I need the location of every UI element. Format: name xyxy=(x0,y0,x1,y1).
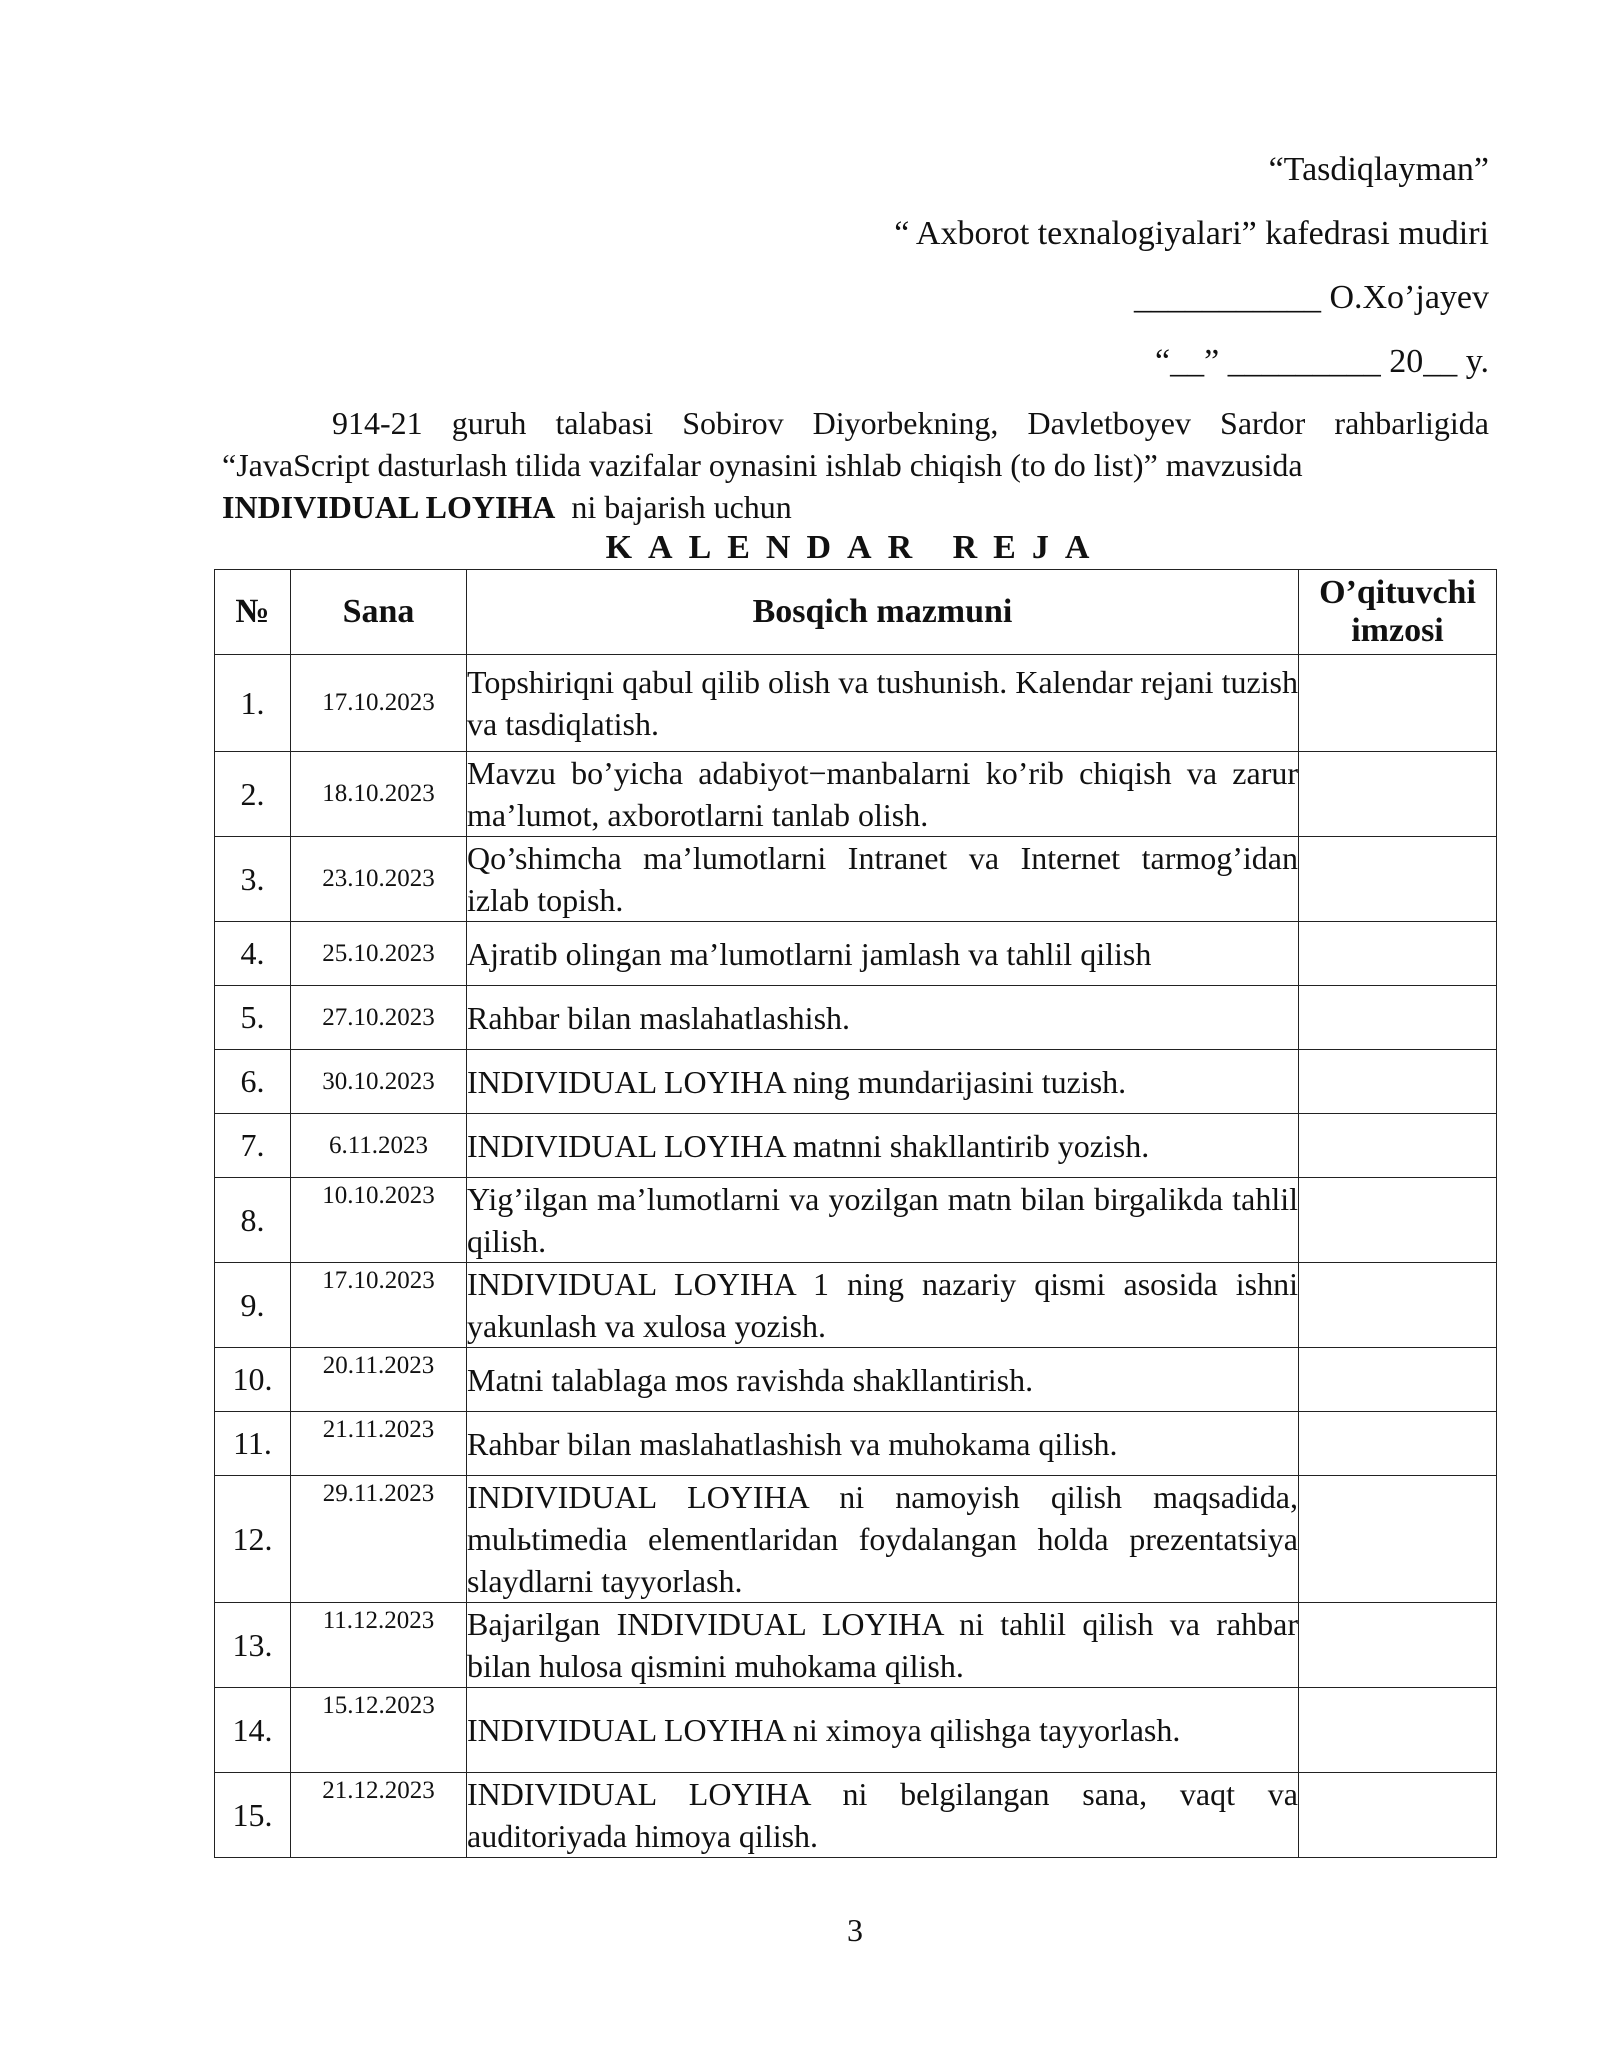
table-row xyxy=(215,986,1497,1050)
row-task: INDIVIDUAL LOYIHA ni ximoya qilishga tayyorlash. xyxy=(467,1688,1299,1773)
table-row xyxy=(215,655,1497,752)
row-task: Ajratib olingan ma’lumotlarni jamlash va tahlil qilish xyxy=(467,922,1299,986)
row-num: 9. xyxy=(215,1263,291,1348)
row-sign xyxy=(1299,986,1497,1050)
row-date: 23.10.2023 xyxy=(291,837,467,922)
row-task: INDIVIDUAL LOYIHA ning mundarijasini tuzish. xyxy=(467,1050,1299,1114)
row-date: 18.10.2023 xyxy=(291,752,467,837)
document-title: KALENDAR REJA xyxy=(605,529,1106,566)
row-num: 3. xyxy=(215,837,291,922)
row-task: Mavzu bo’yicha adabiyot−manbalarni ko’rib chiqish va zarur ma’lumot, axborotlarni tanlab olish. xyxy=(467,752,1299,837)
table-row xyxy=(215,1114,1497,1178)
intro-text: 914-21 guruh talabasi Sobirov Diyorbekning, Davletboyev Sardor rahbarligida “JavaScript dasturlash tilida vazifalar oynasini ishlab chiqish (to do list)” mavzusida xyxy=(222,405,1489,483)
row-task: Yig’ilgan ma’lumotlarni va yozilgan matn bilan birgalikda tahlil qilish. xyxy=(467,1178,1299,1263)
row-date: 29.11.2023 xyxy=(291,1476,467,1603)
row-task: INDIVIDUAL LOYIHA ni namoyish qilish maqsadida, mulьtimedia elementlaridan foydalangan holda prezentatsiya slaydlarni tayyorlash. xyxy=(467,1476,1299,1603)
row-task: Matni talablaga mos ravishda shakllantirish. xyxy=(467,1348,1299,1412)
row-num: 10. xyxy=(215,1348,291,1412)
intro-line-last xyxy=(222,486,1489,528)
row-task: INDIVIDUAL LOYIHA 1 ning nazariy qismi asosida ishni yakunlash va xulosa yozish. xyxy=(467,1263,1299,1348)
row-sign xyxy=(1299,1688,1497,1773)
row-num: 5. xyxy=(215,986,291,1050)
approval-title: “Tasdiqlayman” xyxy=(1268,151,1489,188)
row-task: Bajarilgan INDIVIDUAL LOYIHA ni tahlil qilish va rahbar bilan hulosa qismini muhokama qilish. xyxy=(467,1603,1299,1688)
row-sign xyxy=(1299,922,1497,986)
table-row xyxy=(215,1773,1497,1858)
row-num: 4. xyxy=(215,922,291,986)
row-date: 27.10.2023 xyxy=(291,986,467,1050)
row-num: 14. xyxy=(215,1688,291,1773)
row-task: Qo’shimcha ma’lumotlarni Intranet va Internet tarmog’idan izlab topish. xyxy=(467,837,1299,922)
row-num: 7. xyxy=(215,1114,291,1178)
row-num: 6. xyxy=(215,1050,291,1114)
table-row xyxy=(215,1348,1497,1412)
table-row xyxy=(215,1688,1497,1773)
intro-tail: ni bajarish uchun xyxy=(571,489,792,525)
row-num: 8. xyxy=(215,1178,291,1263)
table-row xyxy=(215,1412,1497,1476)
row-task: Rahbar bilan maslahatlashish va muhokama qilish. xyxy=(467,1412,1299,1476)
row-num: 12. xyxy=(215,1476,291,1603)
intro-bold-label: INDIVIDUAL LOYIHA xyxy=(222,489,556,525)
row-date: 30.10.2023 xyxy=(291,1050,467,1114)
row-date: 21.11.2023 xyxy=(291,1412,467,1476)
calendar-plan-table xyxy=(214,569,1497,1858)
row-num: 13. xyxy=(215,1603,291,1688)
table-row xyxy=(215,1263,1497,1348)
table-row xyxy=(215,922,1497,986)
row-sign xyxy=(1299,1178,1497,1263)
row-date: 20.11.2023 xyxy=(291,1348,467,1412)
row-date: 17.10.2023 xyxy=(291,655,467,752)
row-date: 10.10.2023 xyxy=(291,1178,467,1263)
table-row xyxy=(215,1178,1497,1263)
intro-paragraph xyxy=(222,402,1489,528)
header-task: Bosqich mazmuni xyxy=(467,570,1299,655)
table-row xyxy=(215,752,1497,837)
row-num: 2. xyxy=(215,752,291,837)
row-sign xyxy=(1299,752,1497,837)
row-sign xyxy=(1299,1263,1497,1348)
table-header-row xyxy=(215,570,1497,655)
row-sign xyxy=(1299,1476,1497,1603)
row-date: 15.12.2023 xyxy=(291,1688,467,1773)
row-date: 6.11.2023 xyxy=(291,1114,467,1178)
row-sign xyxy=(1299,837,1497,922)
row-date: 21.12.2023 xyxy=(291,1773,467,1858)
header-sign: O’qituvchi imzosi xyxy=(1299,570,1497,655)
row-task: Rahbar bilan maslahatlashish. xyxy=(467,986,1299,1050)
row-task: Topshiriqni qabul qilib olish va tushunish. Kalendar rejani tuzish va tasdiqlatish. xyxy=(467,655,1299,752)
approval-block xyxy=(894,142,1489,398)
row-date: 11.12.2023 xyxy=(291,1603,467,1688)
row-sign xyxy=(1299,1114,1497,1178)
row-sign xyxy=(1299,1348,1497,1412)
row-sign xyxy=(1299,1050,1497,1114)
row-num: 1. xyxy=(215,655,291,752)
row-sign xyxy=(1299,1773,1497,1858)
table-row xyxy=(215,1603,1497,1688)
page-number: 3 xyxy=(847,1912,863,1948)
table-row xyxy=(215,1476,1497,1603)
row-num: 11. xyxy=(215,1412,291,1476)
approval-date-line: “__” _________ 20__ y. xyxy=(1155,343,1489,380)
approval-signature-line: ___________ O.Xo’jayev xyxy=(1133,279,1489,316)
header-date: Sana xyxy=(291,570,467,655)
row-sign xyxy=(1299,1603,1497,1688)
row-sign xyxy=(1299,1412,1497,1476)
row-num: 15. xyxy=(215,1773,291,1858)
row-date: 25.10.2023 xyxy=(291,922,467,986)
table-row xyxy=(215,837,1497,922)
table-row xyxy=(215,1050,1497,1114)
row-task: INDIVIDUAL LOYIHA matnni shakllantirib yozish. xyxy=(467,1114,1299,1178)
approval-position: “ Axborot texnalogiyalari” kafedrasi mudiri xyxy=(894,215,1489,252)
row-sign xyxy=(1299,655,1497,752)
header-num: № xyxy=(215,570,291,655)
row-date: 17.10.2023 xyxy=(291,1263,467,1348)
row-task: INDIVIDUAL LOYIHA ni belgilangan sana, vaqt va auditoriyada himoya qilish. xyxy=(467,1773,1299,1858)
